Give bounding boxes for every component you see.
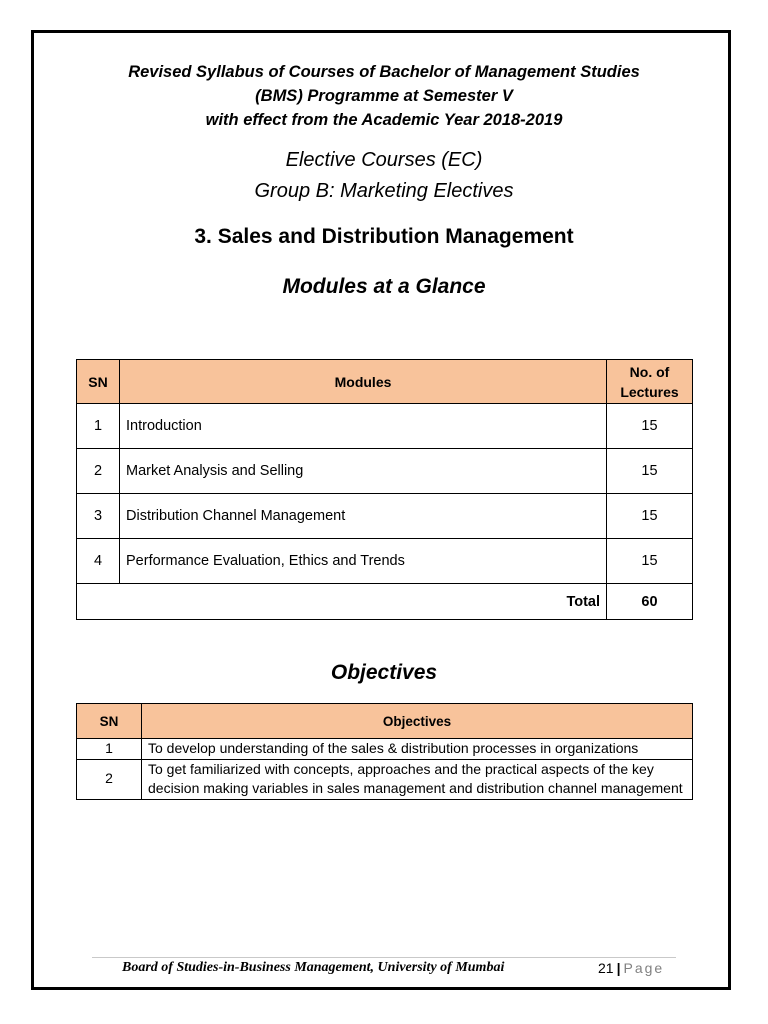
modules-section-title: Modules at a Glance <box>282 275 486 298</box>
row-lectures: 15 <box>607 404 693 449</box>
page-number: 21 <box>598 960 614 976</box>
total-value: 60 <box>607 584 693 620</box>
syllabus-header-line-2: (BMS) Programme at Semester V <box>255 87 513 105</box>
table-row <box>77 494 693 539</box>
course-title: 3. Sales and Distribution Management <box>194 225 574 248</box>
total-label: Total <box>77 584 607 620</box>
table-row <box>77 449 693 494</box>
table-row <box>77 539 693 584</box>
row-lectures: 15 <box>607 494 693 539</box>
footer-page-number <box>598 958 664 978</box>
col-header-lectures-line-1: No. of <box>629 363 670 380</box>
syllabus-header-line-3: with effect from the Academic Year 2018-2019 <box>205 111 563 129</box>
row-sn: 2 <box>77 449 120 494</box>
page-label: Page <box>623 960 665 976</box>
syllabus-header-line-1: Revised Syllabus of Courses of Bachelor of Management Studies <box>128 63 640 81</box>
row-sn: 4 <box>77 539 120 584</box>
row-module: Introduction <box>120 404 607 449</box>
row-sn: 1 <box>77 404 120 449</box>
col-header-modules: Modules <box>120 360 607 404</box>
page-separator: | <box>616 960 621 976</box>
row-sn: 1 <box>77 739 142 760</box>
footer-board-text: Board of Studies-in-Business Management, University of Mumbai <box>122 960 505 975</box>
col-header-sn: SN <box>77 704 142 739</box>
col-header-lectures-line-2: Lectures <box>620 383 679 400</box>
row-lectures: 15 <box>607 539 693 584</box>
table-row <box>77 739 693 760</box>
table-row <box>77 759 693 799</box>
objectives-section-title: Objectives <box>330 661 438 684</box>
col-header-sn: SN <box>77 360 120 404</box>
objectives-table <box>76 703 693 800</box>
row-sn: 3 <box>77 494 120 539</box>
modules-table-header <box>77 360 693 404</box>
objectives-table-header <box>77 704 693 739</box>
elective-group-title: Group B: Marketing Electives <box>254 180 514 202</box>
col-header-lectures <box>607 360 693 404</box>
row-lectures: 15 <box>607 449 693 494</box>
row-objective: To develop understanding of the sales & distribution processes in organizations <box>142 739 693 760</box>
row-module: Market Analysis and Selling <box>120 449 607 494</box>
row-module: Performance Evaluation, Ethics and Trends <box>120 539 607 584</box>
table-row <box>77 404 693 449</box>
modules-table <box>76 359 693 620</box>
total-row <box>77 584 693 620</box>
elective-courses-title: Elective Courses (EC) <box>285 149 483 171</box>
col-header-objectives: Objectives <box>142 704 693 739</box>
row-sn: 2 <box>77 759 142 799</box>
row-objective: To get familiarized with concepts, approaches and the practical aspects of the key decision making variables in sales management and distribution channel management <box>142 759 693 799</box>
row-module: Distribution Channel Management <box>120 494 607 539</box>
